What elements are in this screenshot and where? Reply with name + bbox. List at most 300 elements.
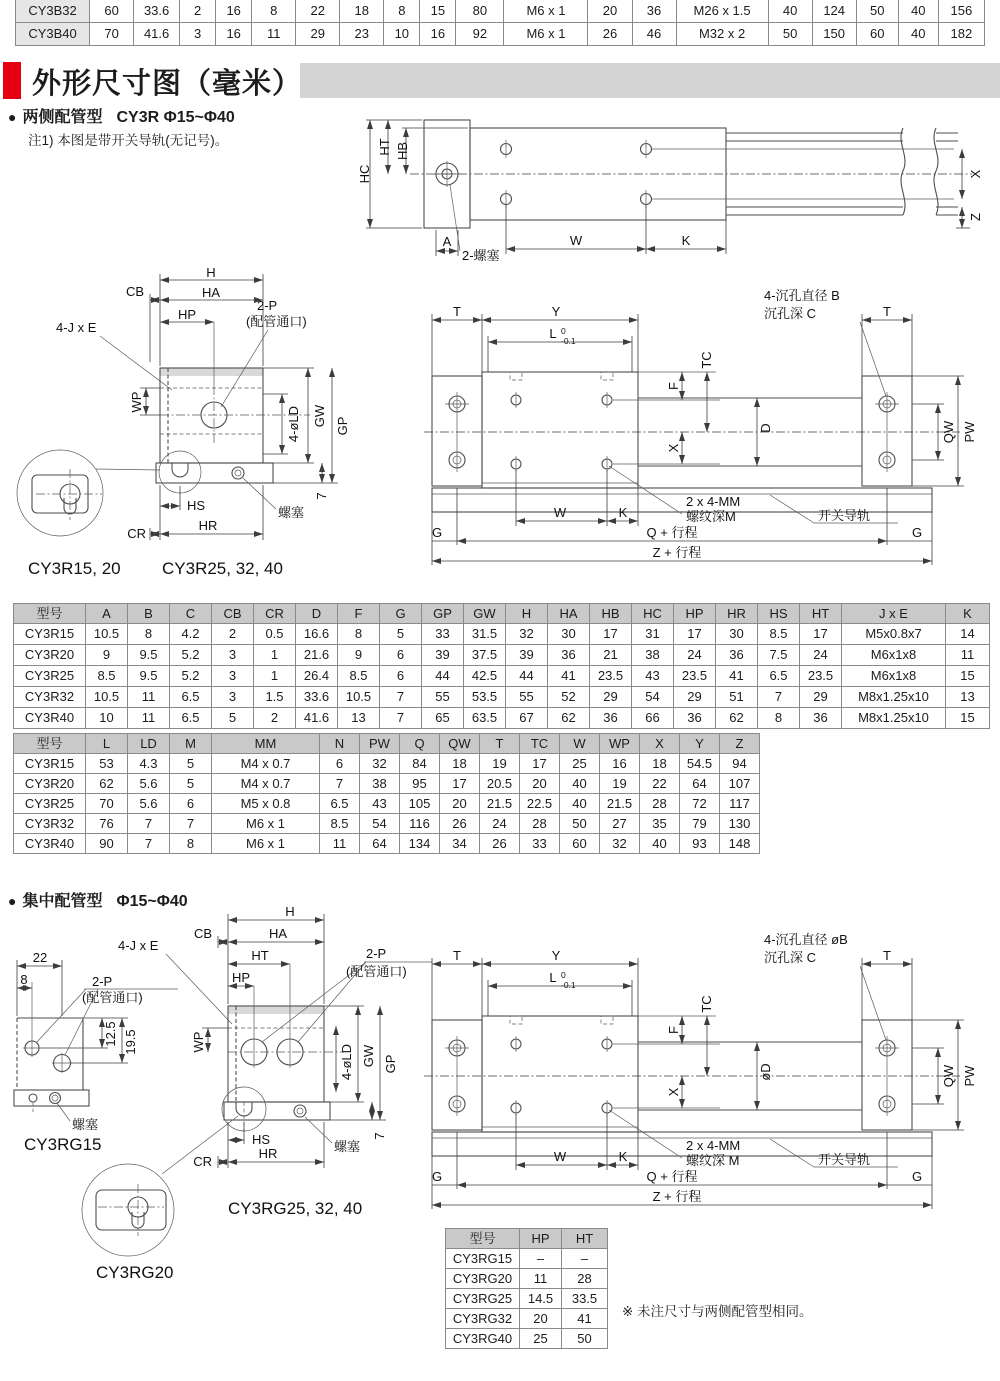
value-cell: 55 <box>506 687 548 708</box>
dimension-lines <box>432 314 964 565</box>
value-cell: 4.2 <box>170 624 212 645</box>
value-cell: 26.4 <box>296 666 338 687</box>
value-cell: 54 <box>632 687 674 708</box>
model-cell: CY3B40 <box>16 23 90 46</box>
section1-heading <box>8 104 235 127</box>
port-count-label: 2-P <box>366 946 387 961</box>
value-cell: 20 <box>520 1309 562 1329</box>
value-cell: – <box>562 1249 608 1269</box>
column-header: HP <box>520 1229 562 1249</box>
value-cell: 5 <box>170 754 212 774</box>
table-row <box>16 23 985 46</box>
dim-k: K <box>618 1149 628 1164</box>
column-header: TC <box>520 734 560 754</box>
caption-cy3r15-20: CY3R15, 20 <box>28 559 121 578</box>
dim-hs: HS <box>252 1132 271 1147</box>
value-cell: 8 <box>170 834 212 854</box>
value-cell: 19 <box>600 774 640 794</box>
dim-cb: CB <box>193 926 212 941</box>
value-cell: 19 <box>480 754 520 774</box>
value-cell: 18 <box>640 754 680 774</box>
value-cell: 95 <box>400 774 440 794</box>
thread-label-2: 螺纹深M <box>686 509 736 524</box>
value-cell: 28 <box>520 814 560 834</box>
value-cell: 26 <box>480 834 520 854</box>
column-header: Q <box>400 734 440 754</box>
model-cell: CY3R15 <box>14 754 86 774</box>
value-cell: 40 <box>898 23 938 46</box>
section2-title: 集中配管型 <box>22 893 103 910</box>
value-cell: 15 <box>946 708 990 729</box>
value-cell: 130 <box>720 814 760 834</box>
value-cell: 41 <box>562 1309 608 1329</box>
value-cell: 36 <box>632 0 676 23</box>
value-cell: 28 <box>562 1269 608 1289</box>
value-cell: 53.5 <box>464 687 506 708</box>
value-cell: 31.5 <box>464 624 506 645</box>
model-cell: CY3R20 <box>14 645 86 666</box>
value-cell: 3 <box>212 645 254 666</box>
value-cell: 14 <box>946 624 990 645</box>
table-header-row <box>446 1229 608 1249</box>
dim-jxe: 4-J x E <box>56 320 97 335</box>
value-cell: M32 x 2 <box>676 23 768 46</box>
value-cell: 40 <box>560 794 600 814</box>
value-cell: M6 x 1 <box>212 814 320 834</box>
dimension-labels <box>432 288 977 560</box>
dim-8: 8 <box>20 972 28 987</box>
value-cell: 67 <box>506 708 548 729</box>
column-header: A <box>86 604 128 624</box>
value-cell: 33 <box>520 834 560 854</box>
model-cell: CY3R25 <box>14 794 86 814</box>
counterbore-label-2: 沉孔深 C <box>764 306 817 321</box>
table-row <box>14 814 760 834</box>
value-cell: 6.5 <box>170 708 212 729</box>
value-cell: 7 <box>380 687 422 708</box>
value-cell: 21.5 <box>480 794 520 814</box>
value-cell: 22 <box>296 0 340 23</box>
dim-f: F <box>666 1026 681 1034</box>
port-count-label: 2-P <box>257 298 278 313</box>
caption-cy3rg15: CY3RG15 <box>24 1135 102 1154</box>
value-cell: 39 <box>506 645 548 666</box>
model-cell: CY3RG15 <box>446 1249 520 1269</box>
value-cell: 32 <box>506 624 548 645</box>
value-cell: 11 <box>520 1269 562 1289</box>
dim-l-tol-upper: 0 <box>561 970 566 980</box>
value-cell: 55 <box>422 687 464 708</box>
drawing-end-view-1 <box>10 266 430 600</box>
value-cell: 8.5 <box>86 666 128 687</box>
drawing-top-view <box>358 104 998 272</box>
value-cell: 148 <box>720 834 760 854</box>
column-header: HR <box>716 604 758 624</box>
dim-z: Z <box>968 213 983 221</box>
column-header: Y <box>680 734 720 754</box>
value-cell: 64 <box>680 774 720 794</box>
cy3rg-hp-ht-table <box>445 1228 608 1349</box>
dim-q-stroke: Q + 行程 <box>646 525 698 540</box>
value-cell: 62 <box>86 774 128 794</box>
table3-note: ※ 未注尺寸与两侧配管型相同。 <box>622 1304 813 1319</box>
column-header: F <box>338 604 380 624</box>
value-cell: 10 <box>384 23 420 46</box>
dim-wp: WP <box>129 391 144 413</box>
value-cell: 17 <box>520 754 560 774</box>
column-header: HP <box>674 604 716 624</box>
value-cell: 7 <box>380 708 422 729</box>
value-cell: 11 <box>946 645 990 666</box>
value-cell: 7 <box>170 814 212 834</box>
value-cell: M5 x 0.8 <box>212 794 320 814</box>
dim-22: 22 <box>32 950 48 965</box>
value-cell: 116 <box>400 814 440 834</box>
value-cell: 93 <box>680 834 720 854</box>
counterbore-label-2: 沉孔深 C <box>764 950 817 965</box>
table-row <box>14 754 760 774</box>
value-cell: 36 <box>716 645 758 666</box>
dim-g-left: G <box>431 1169 443 1184</box>
value-cell: 134 <box>400 834 440 854</box>
value-cell: 5 <box>212 708 254 729</box>
value-cell: 44 <box>506 666 548 687</box>
table-row <box>446 1329 608 1349</box>
model-cell: CY3R25 <box>14 666 86 687</box>
dim-k: K <box>618 505 628 520</box>
value-cell: 6 <box>380 666 422 687</box>
table-row <box>446 1249 608 1269</box>
value-cell: M6x1x8 <box>842 666 946 687</box>
value-cell: 105 <box>400 794 440 814</box>
value-cell: 16 <box>216 23 252 46</box>
cy3rg25-view <box>118 904 432 1218</box>
value-cell: 2 <box>180 0 216 23</box>
dim-7: 7 <box>372 1132 387 1140</box>
detail-keyhole <box>17 450 160 536</box>
caption-cy3rg20: CY3RG20 <box>96 1263 174 1282</box>
column-header: H <box>506 604 548 624</box>
table-row <box>14 666 990 687</box>
value-cell: 6 <box>320 754 360 774</box>
plug-label: 螺塞 <box>334 1139 361 1154</box>
section1-title: 两侧配管型 <box>22 109 103 126</box>
value-cell: 1 <box>254 666 296 687</box>
value-cell: 16 <box>420 23 456 46</box>
value-cell: 52 <box>548 687 590 708</box>
value-cell: 51 <box>716 687 758 708</box>
column-header: HB <box>590 604 632 624</box>
value-cell: 17 <box>674 624 716 645</box>
value-cell: 11 <box>128 687 170 708</box>
model-cell: CY3R40 <box>14 834 86 854</box>
dim-gw: GW <box>312 404 327 428</box>
dim-l-tol-upper: 0 <box>561 326 566 336</box>
value-cell: 37.5 <box>464 645 506 666</box>
dim-l-tol-lower: -0.1 <box>561 336 576 346</box>
value-cell: 14.5 <box>520 1289 562 1309</box>
value-cell: 29 <box>800 687 842 708</box>
value-cell: 8 <box>128 624 170 645</box>
dim-t-right: T <box>883 304 891 319</box>
value-cell: 40 <box>898 0 938 23</box>
dimension-lines <box>366 120 970 256</box>
value-cell: 21.6 <box>296 645 338 666</box>
port-label: (配管通口) <box>346 964 407 979</box>
value-cell: 16.6 <box>296 624 338 645</box>
value-cell: 7.5 <box>758 645 800 666</box>
table-header-row <box>14 734 760 754</box>
value-cell: 8.5 <box>338 666 380 687</box>
plug-label: 螺塞 <box>72 1117 99 1132</box>
column-header: GP <box>422 604 464 624</box>
value-cell: 32 <box>360 754 400 774</box>
column-header: MM <box>212 734 320 754</box>
value-cell: 41 <box>716 666 758 687</box>
dim-wp: WP <box>191 1031 206 1053</box>
cy3b-dimension-table <box>15 0 985 46</box>
column-header: K <box>946 604 990 624</box>
dim-d: øD <box>758 1063 773 1081</box>
value-cell: 24 <box>480 814 520 834</box>
value-cell: 5 <box>380 624 422 645</box>
value-cell: 156 <box>938 0 984 23</box>
value-cell: 23.5 <box>590 666 632 687</box>
value-cell: 9.5 <box>128 645 170 666</box>
dim-ht: HT <box>377 138 392 156</box>
dim-ht: HT <box>251 948 269 963</box>
value-cell: 17 <box>590 624 632 645</box>
value-cell: 4.3 <box>128 754 170 774</box>
value-cell: 43 <box>360 794 400 814</box>
value-cell: M8x1.25x10 <box>842 708 946 729</box>
value-cell: 33.6 <box>134 0 180 23</box>
value-cell: 20.5 <box>480 774 520 794</box>
dim-t-left: T <box>453 948 461 963</box>
dim-ha: HA <box>268 926 288 941</box>
dim-w: W <box>553 505 567 520</box>
value-cell: 60 <box>856 23 898 46</box>
dim-hp: HP <box>231 970 251 985</box>
column-header: Z <box>720 734 760 754</box>
value-cell: 20 <box>440 794 480 814</box>
dim-z-stroke: Z + 行程 <box>652 545 702 560</box>
dim-x: X <box>666 443 681 453</box>
value-cell: M6 x 1 <box>212 834 320 854</box>
column-header: CB <box>212 604 254 624</box>
value-cell: 29 <box>296 23 340 46</box>
value-cell: 182 <box>938 23 984 46</box>
dim-z-stroke: Z + 行程 <box>652 1189 702 1204</box>
column-header: HT <box>562 1229 608 1249</box>
value-cell: 38 <box>632 645 674 666</box>
dim-t-right: T <box>883 948 891 963</box>
dim-h: H <box>206 265 216 280</box>
page-title: 外形尺寸图（毫米） <box>32 68 303 100</box>
drawing-side-view-2 <box>420 920 1000 1212</box>
column-header: 型号 <box>14 734 86 754</box>
value-cell: 39 <box>422 645 464 666</box>
dim-t-left: T <box>453 304 461 319</box>
value-cell: 124 <box>812 0 856 23</box>
column-header: N <box>320 734 360 754</box>
column-header: L <box>86 734 128 754</box>
value-cell: 26 <box>588 23 632 46</box>
dim-g-right: G <box>911 1169 923 1184</box>
value-cell: 31 <box>632 624 674 645</box>
dim-cb: CB <box>125 284 144 299</box>
table-row <box>14 624 990 645</box>
value-cell: 16 <box>216 0 252 23</box>
counterbore-label-1: 4-沉孔直径 B <box>764 288 840 303</box>
dim-12-5: 12.5 <box>103 1021 118 1047</box>
value-cell: 23 <box>340 23 384 46</box>
value-cell: 150 <box>812 23 856 46</box>
value-cell: 8 <box>384 0 420 23</box>
value-cell: M26 x 1.5 <box>676 0 768 23</box>
dim-tc: TC <box>699 351 714 369</box>
value-cell: 65 <box>422 708 464 729</box>
dim-hs: HS <box>187 498 206 513</box>
value-cell: 33 <box>422 624 464 645</box>
dim-tc: TC <box>699 995 714 1013</box>
dim-w: W <box>569 233 583 248</box>
table-row <box>14 774 760 794</box>
value-cell: 53 <box>86 754 128 774</box>
value-cell: 66 <box>632 708 674 729</box>
value-cell: 1.5 <box>254 687 296 708</box>
cy3rg15-view <box>14 950 178 1154</box>
value-cell: 29 <box>590 687 632 708</box>
value-cell: 29 <box>674 687 716 708</box>
value-cell: 34 <box>440 834 480 854</box>
model-cell: CY3R32 <box>14 814 86 834</box>
dim-hr: HR <box>258 1146 278 1161</box>
model-cell: CY3B32 <box>16 0 90 23</box>
column-header: G <box>380 604 422 624</box>
value-cell: 23.5 <box>674 666 716 687</box>
value-cell: 26 <box>440 814 480 834</box>
dim-7: 7 <box>314 492 329 500</box>
value-cell: 43 <box>632 666 674 687</box>
value-cell: 64 <box>360 834 400 854</box>
model-cell: CY3R40 <box>14 708 86 729</box>
column-header: 型号 <box>14 604 86 624</box>
value-cell: 8 <box>338 624 380 645</box>
value-cell: 1 <box>254 645 296 666</box>
value-cell: 33.5 <box>562 1289 608 1309</box>
table-row <box>446 1309 608 1329</box>
column-header: C <box>170 604 212 624</box>
dim-pw: PW <box>962 421 977 443</box>
column-header: QW <box>440 734 480 754</box>
dim-hr: HR <box>198 518 218 533</box>
value-cell: M6 x 1 <box>504 23 588 46</box>
value-cell: 50 <box>562 1329 608 1349</box>
dimension-labels <box>432 932 977 1204</box>
value-cell: 7 <box>320 774 360 794</box>
dim-pw: PW <box>962 1065 977 1087</box>
table-row <box>14 794 760 814</box>
value-cell: M6x1x8 <box>842 645 946 666</box>
column-header: D <box>296 604 338 624</box>
value-cell: 41.6 <box>134 23 180 46</box>
column-header: M <box>170 734 212 754</box>
dim-hc: HC <box>357 164 372 184</box>
dim-y: Y <box>551 948 561 963</box>
dim-k: K <box>681 233 691 248</box>
value-cell: 50 <box>856 0 898 23</box>
value-cell: M4 x 0.7 <box>212 774 320 794</box>
value-cell: 72 <box>680 794 720 814</box>
value-cell: 15 <box>946 666 990 687</box>
value-cell: 23.5 <box>800 666 842 687</box>
dim-ld: 4-øLD <box>286 405 301 443</box>
value-cell: 22.5 <box>520 794 560 814</box>
column-header: GW <box>464 604 506 624</box>
value-cell: 107 <box>720 774 760 794</box>
model-cell: CY3R20 <box>14 774 86 794</box>
value-cell: 10.5 <box>86 624 128 645</box>
value-cell: 3 <box>212 687 254 708</box>
port-label: (配管通口) <box>246 314 307 329</box>
drawing-side-view-1 <box>420 276 1000 568</box>
value-cell: 36 <box>590 708 632 729</box>
value-cell: 9 <box>338 645 380 666</box>
value-cell: 62 <box>548 708 590 729</box>
dim-q-stroke: Q + 行程 <box>646 1169 698 1184</box>
plug-label: 2-螺塞 <box>462 248 500 263</box>
bullet-icon: ● <box>8 893 17 909</box>
value-cell: 42.5 <box>464 666 506 687</box>
value-cell: 117 <box>720 794 760 814</box>
value-cell: 84 <box>400 754 440 774</box>
value-cell: 7 <box>128 814 170 834</box>
value-cell: 6.5 <box>320 794 360 814</box>
value-cell: 2 <box>212 624 254 645</box>
value-cell: 70 <box>90 23 134 46</box>
value-cell: 8 <box>758 708 800 729</box>
value-cell: 10.5 <box>338 687 380 708</box>
value-cell: 8 <box>252 0 296 23</box>
table-row <box>14 708 990 729</box>
value-cell: 6 <box>170 794 212 814</box>
value-cell: 76 <box>86 814 128 834</box>
value-cell: 27 <box>600 814 640 834</box>
column-header: B <box>128 604 170 624</box>
value-cell: 5.6 <box>128 774 170 794</box>
value-cell: 5.6 <box>128 794 170 814</box>
value-cell: 22 <box>640 774 680 794</box>
port-count-label: 2-P <box>92 974 113 989</box>
table-header-row <box>14 604 990 624</box>
dim-ld: 4-øLD <box>339 1043 354 1081</box>
value-cell: 6.5 <box>758 666 800 687</box>
switch-rail-label: 开关导轨 <box>818 508 871 523</box>
dim-l: L <box>549 970 557 985</box>
value-cell: 63.5 <box>464 708 506 729</box>
table-row <box>446 1289 608 1309</box>
port-label: (配管通口) <box>82 990 143 1005</box>
value-cell: 3 <box>180 23 216 46</box>
model-cell: CY3R32 <box>14 687 86 708</box>
model-cell: CY3R15 <box>14 624 86 645</box>
value-cell: 11 <box>252 23 296 46</box>
dim-hb: HB <box>395 141 410 161</box>
dim-l: L <box>549 326 557 341</box>
value-cell: 8.5 <box>320 814 360 834</box>
column-header: PW <box>360 734 400 754</box>
